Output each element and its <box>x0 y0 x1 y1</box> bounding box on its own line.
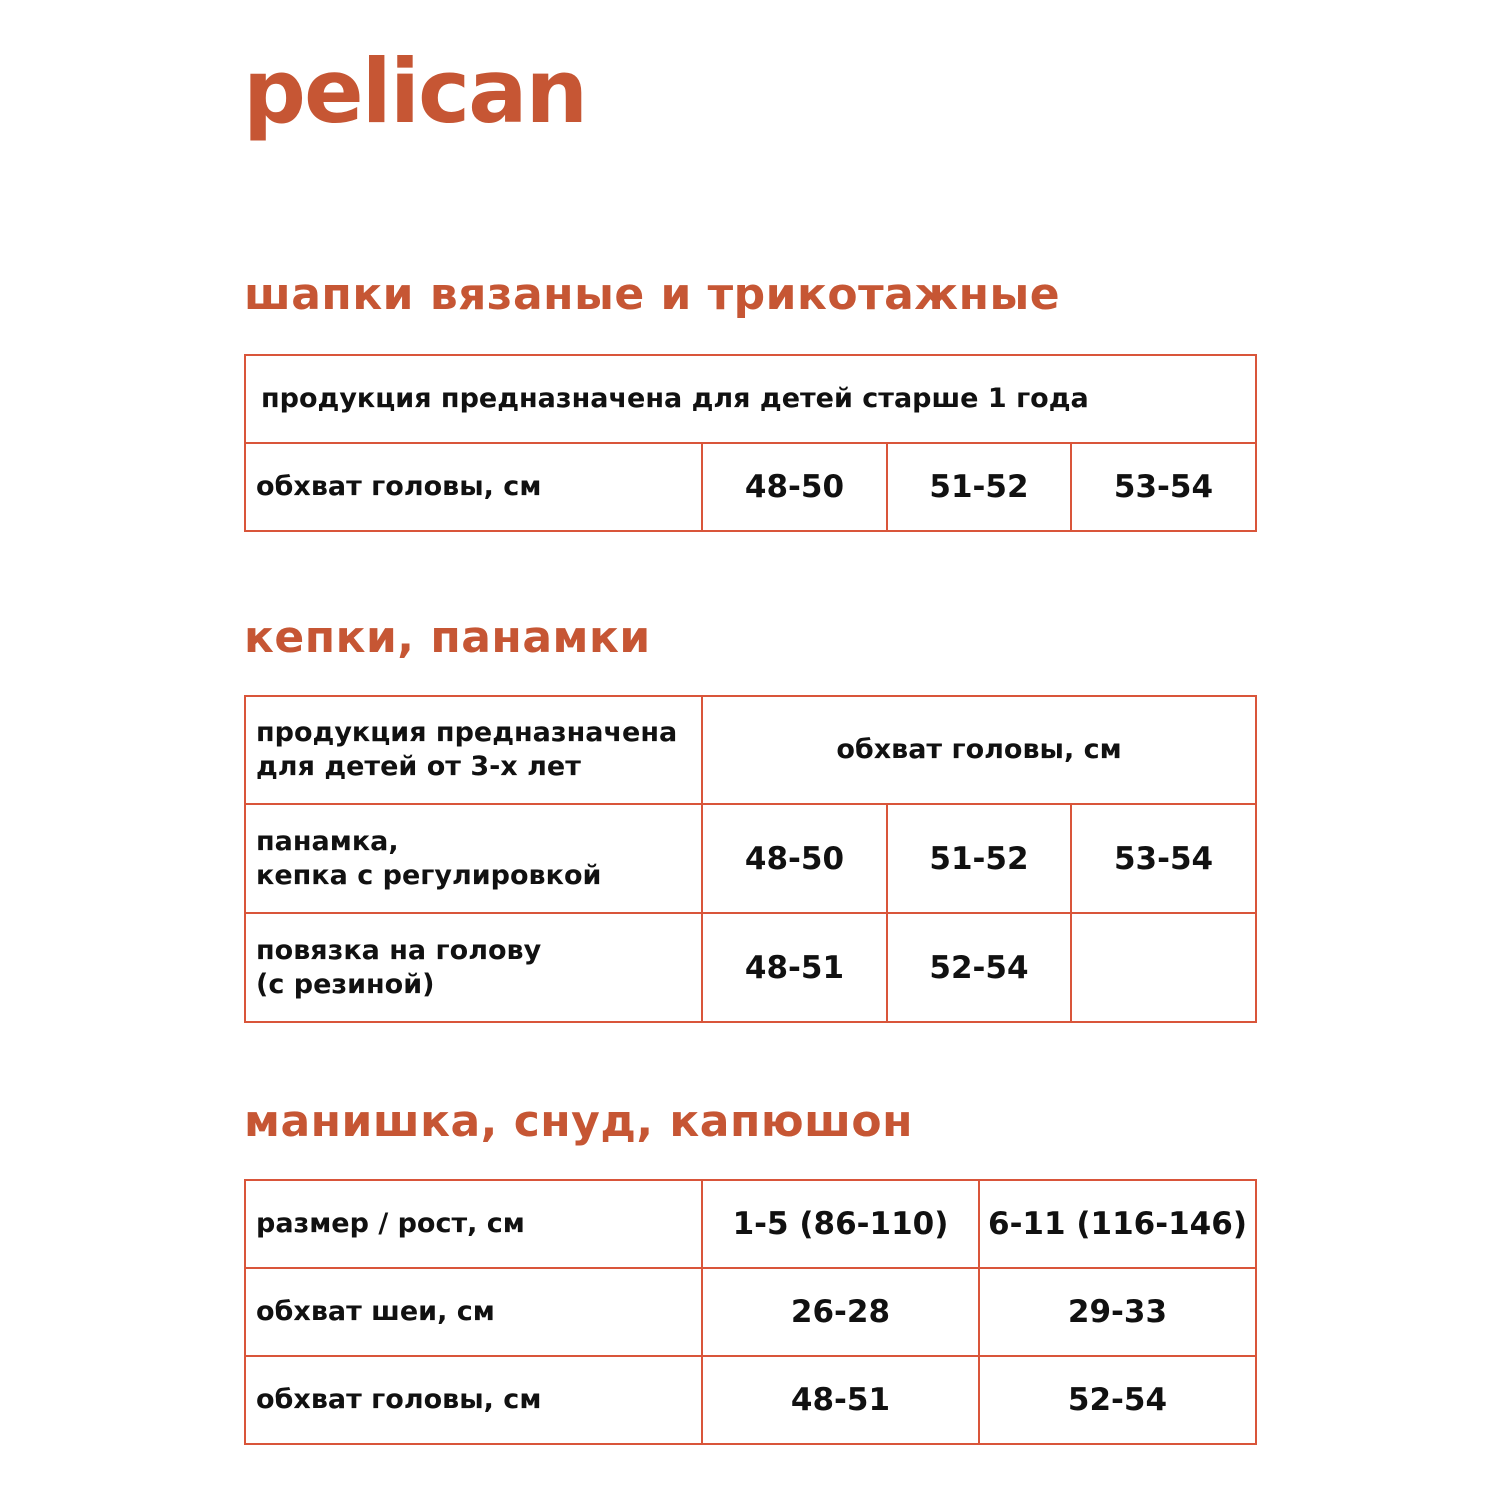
row-label: обхват головы, см <box>245 443 702 531</box>
size-cell: 6-11 (116-146) <box>979 1180 1256 1268</box>
table-row <box>245 1356 1256 1444</box>
pelican-logo: pelican <box>243 40 587 143</box>
table-row <box>245 355 1256 443</box>
caps-size-table <box>244 695 1257 1023</box>
size-cell: 52-54 <box>979 1356 1256 1444</box>
section-title-caps: кепки, панамки <box>244 612 651 663</box>
section-title-knitted-hats: шапки вязаные и трикотажные <box>244 269 1061 320</box>
size-cell: 51-52 <box>887 443 1071 531</box>
row-label: обхват шеи, см <box>245 1268 702 1356</box>
age-note-line: продукция предназначена <box>256 717 678 748</box>
row-label: повязка на голову <box>256 934 542 966</box>
size-cell: 53-54 <box>1071 443 1256 531</box>
size-cell <box>1071 913 1256 1022</box>
row-label: обхват головы, см <box>245 1356 702 1444</box>
table-row <box>245 1180 1256 1268</box>
size-cell: 51-52 <box>887 804 1071 913</box>
size-cell: 53-54 <box>1071 804 1256 913</box>
table-row <box>245 1268 1256 1356</box>
row-label: панамка, <box>256 825 399 857</box>
size-cell: 1-5 (86-110) <box>702 1180 979 1268</box>
size-cell: 52-54 <box>887 913 1071 1022</box>
column-header: обхват головы, см <box>702 696 1256 804</box>
section-title-snood: манишка, снуд, капюшон <box>244 1096 914 1147</box>
row-label: кепка с регулировкой <box>256 859 602 891</box>
size-cell: 48-51 <box>702 913 887 1022</box>
table-row <box>245 913 1256 1022</box>
age-note-line: для детей от 3-х лет <box>256 751 581 782</box>
size-cell: 26-28 <box>702 1268 979 1356</box>
size-cell: 29-33 <box>979 1268 1256 1356</box>
table-row <box>245 696 1256 804</box>
snood-size-table <box>244 1179 1257 1445</box>
table-row <box>245 804 1256 913</box>
size-cell: 48-50 <box>702 804 887 913</box>
table-row <box>245 443 1256 531</box>
knitted-hats-size-table <box>244 354 1257 532</box>
size-cell: 48-51 <box>702 1356 979 1444</box>
size-cell: 48-50 <box>702 443 887 531</box>
row-label: (с резиной) <box>256 968 435 1000</box>
row-label: размер / рост, см <box>245 1180 702 1268</box>
age-note: продукция предназначена для детей старше 1 года <box>245 355 1256 443</box>
